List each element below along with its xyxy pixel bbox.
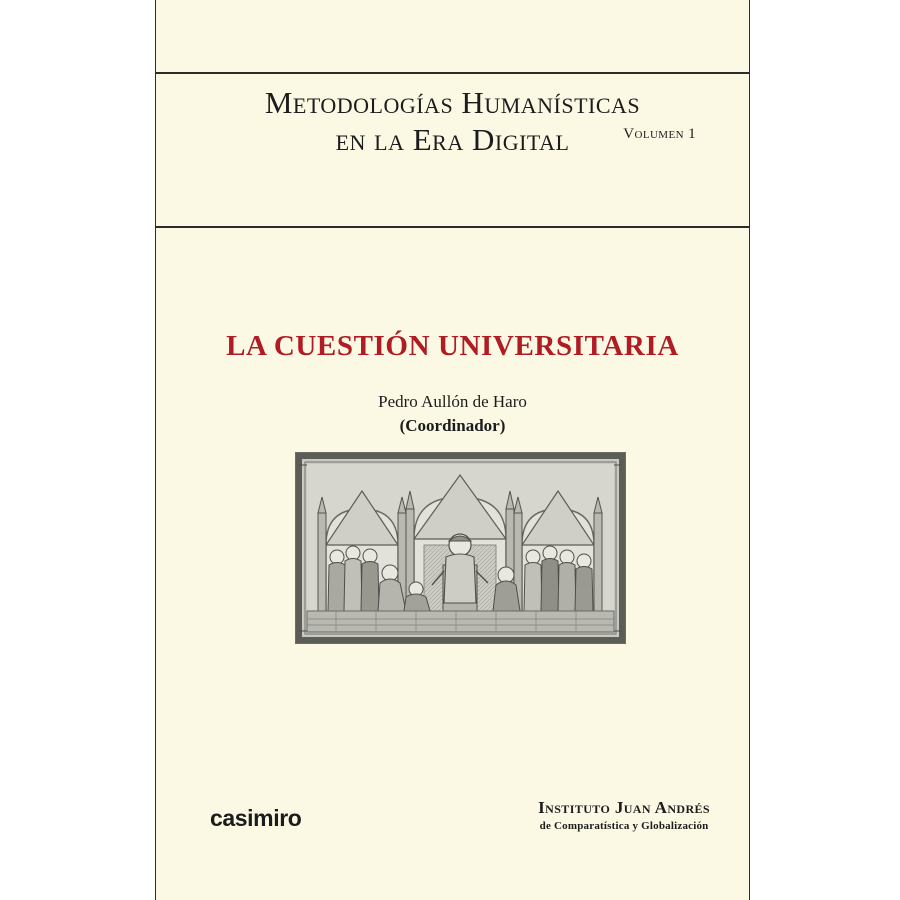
medieval-university-lecture-engraving <box>296 453 625 643</box>
cover-illustration <box>295 452 626 644</box>
author-role: (Coordinador) <box>399 416 506 435</box>
author-name: Pedro Aullón de Haro <box>378 392 527 411</box>
book-cover <box>155 0 750 900</box>
series-title-line-2: en la Era Digital <box>335 121 570 157</box>
series-title-block <box>155 72 750 226</box>
institute-logo <box>538 798 710 832</box>
institute-subtitle: de Comparatística y Globalización <box>539 820 709 832</box>
title-block-bottom-rule <box>155 226 750 228</box>
publisher-logo: casimiro <box>210 805 302 831</box>
book-title: LA CUESTIÓN UNIVERSITARIA <box>226 330 679 362</box>
volume-label: Volumen 1 <box>623 126 696 142</box>
series-title-line-1: Metodologías Humanísticas <box>264 85 641 120</box>
institute-name: Instituto Juan Andrés <box>538 798 710 817</box>
